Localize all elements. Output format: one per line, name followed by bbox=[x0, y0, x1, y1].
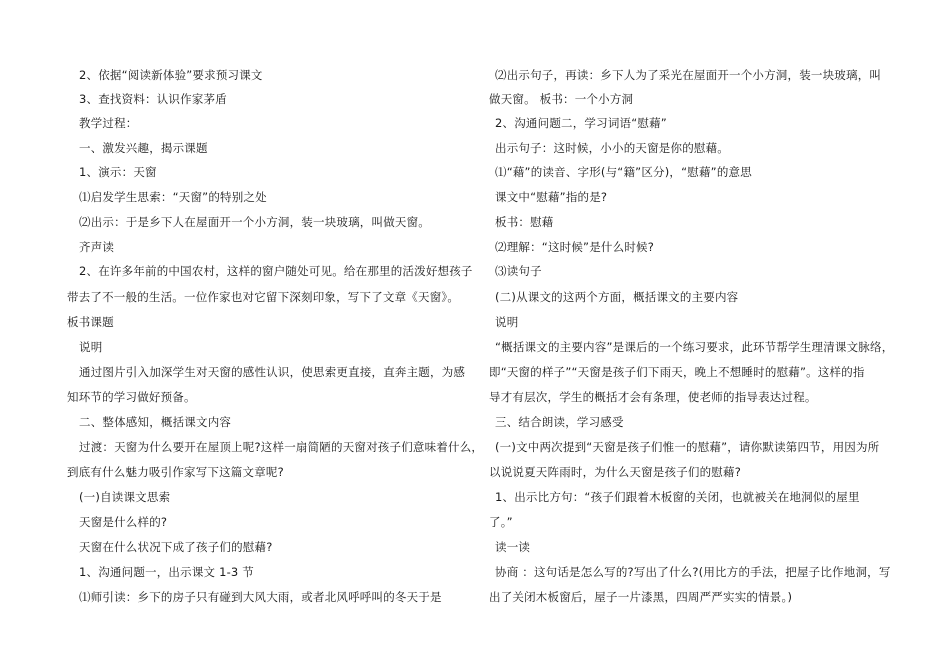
text-line: ⑵理解：“这时候”是什么时候? bbox=[495, 240, 655, 254]
text-line: 知环节的学习做好预备。 bbox=[67, 390, 196, 404]
text-line: 说明 bbox=[495, 315, 519, 329]
text-line: 1、沟通问题一，出示课文 1-3 节 bbox=[79, 565, 255, 579]
text-line: 以说说夏天阵雨时，为什么天窗是孩子们的慰藉? bbox=[489, 465, 742, 479]
text-line: ⑴启发学生思索：“天窗”的特别之处 bbox=[79, 190, 267, 204]
text-line: 导才有层次，学生的概括才会有条理，使老师的指导表达过程。 bbox=[489, 390, 817, 404]
text-line: 齐声读 bbox=[79, 240, 115, 254]
text-line: 过渡：天窗为什么要开在屋顶上呢?这样一扇简陋的天窗对孩子们意味着什么， bbox=[79, 440, 484, 454]
text-line: 出示句子：这时候，小小的天窗是你的慰藉。 bbox=[495, 141, 729, 155]
section-heading: 三、结合朗读，学习感受 bbox=[495, 415, 624, 429]
text-line: 带去了不一般的生活。一位作家也对它留下深刻印象，写下了文章《天窗》。 bbox=[67, 290, 460, 304]
text-line: (一)文中两次提到“天窗是孩子们惟一的慰藉”，请你默读第四节，用因为所 bbox=[495, 440, 880, 454]
text-line: 天窗在什么状况下成了孩子们的慰藉? bbox=[79, 540, 273, 554]
text-line: 1、出示比方句：“孩子们跟着木板窗的关闭，也就被关在地洞似的屋里 bbox=[495, 490, 860, 504]
text-line: (二)从课文的这两个方面，概括课文的主要内容 bbox=[495, 290, 739, 304]
text-line: 读一读 bbox=[495, 540, 531, 554]
text-line: “概括课文的主要内容”是课后的一个练习要求，此环节帮学生理清课文脉络， bbox=[495, 340, 894, 354]
text-line: ⑴“藉”的读音、字形(与“籍”区分)，“慰藉”的意思 bbox=[495, 165, 752, 179]
text-line: 出了关闭木板窗后，屋子一片漆黑，四周严严实实的情景。) bbox=[489, 590, 793, 604]
text-line: 教学过程： bbox=[79, 116, 138, 130]
text-line: 2、在许多年前的中国农村，这样的窗户随处可见。给在那里的活泼好想孩子 bbox=[79, 264, 473, 278]
text-line: 协商 ：这句话是怎么写的?写出了什么?(用比方的手法，把屋子比作地洞，写 bbox=[495, 565, 891, 579]
text-line: 2、沟通问题二，学习词语“慰藉” bbox=[495, 116, 667, 130]
text-line: (一)自读课文思索 bbox=[79, 490, 171, 504]
text-line: ⑵出示句子，再读：乡下人为了采光在屋面开一个小方洞，装一块玻璃，叫 bbox=[495, 68, 882, 82]
text-line: 到底有什么魅力吸引作家写下这篇文章呢? bbox=[67, 465, 284, 479]
section-heading: 一、激发兴趣，揭示课题 bbox=[79, 141, 208, 155]
text-line: ⑵出示：于是乡下人在屋面开一个小方洞，装一块玻璃，叫做天窗。 bbox=[79, 215, 430, 229]
text-line: 课文中“慰藉”指的是? bbox=[495, 190, 608, 204]
section-heading: 二、整体感知，概括课文内容 bbox=[79, 415, 232, 429]
text-line: ⑶读句子 bbox=[495, 264, 542, 278]
text-line: 1、演示：天窗 bbox=[79, 165, 157, 179]
text-line: 说明 bbox=[79, 340, 103, 354]
text-line: 天窗是什么样的? bbox=[79, 515, 168, 529]
text-line: 2、依据“阅读新体验”要求预习课文 bbox=[79, 68, 263, 82]
text-line: ⑴师引读：乡下的房子只有碰到大风大雨，或者北风呼呼叫的冬天于是 bbox=[79, 590, 442, 604]
text-line: 板书：慰藉 bbox=[495, 215, 554, 229]
text-line: 板书课题 bbox=[67, 315, 114, 329]
text-line: 3、查找资料：认识作家茅盾 bbox=[79, 92, 227, 106]
text-line: 做天窗。 板书：一个小方洞 bbox=[489, 92, 634, 106]
text-line: 了。” bbox=[489, 515, 513, 529]
text-line: 即“天窗的样子”“天窗是孩子们下雨天，晚上不想睡时的慰藉”。这样的指 bbox=[489, 365, 865, 379]
text-line: 通过图片引入加深学生对天窗的感性认识，使思索更直接，直奔主题，为感 bbox=[79, 365, 466, 379]
